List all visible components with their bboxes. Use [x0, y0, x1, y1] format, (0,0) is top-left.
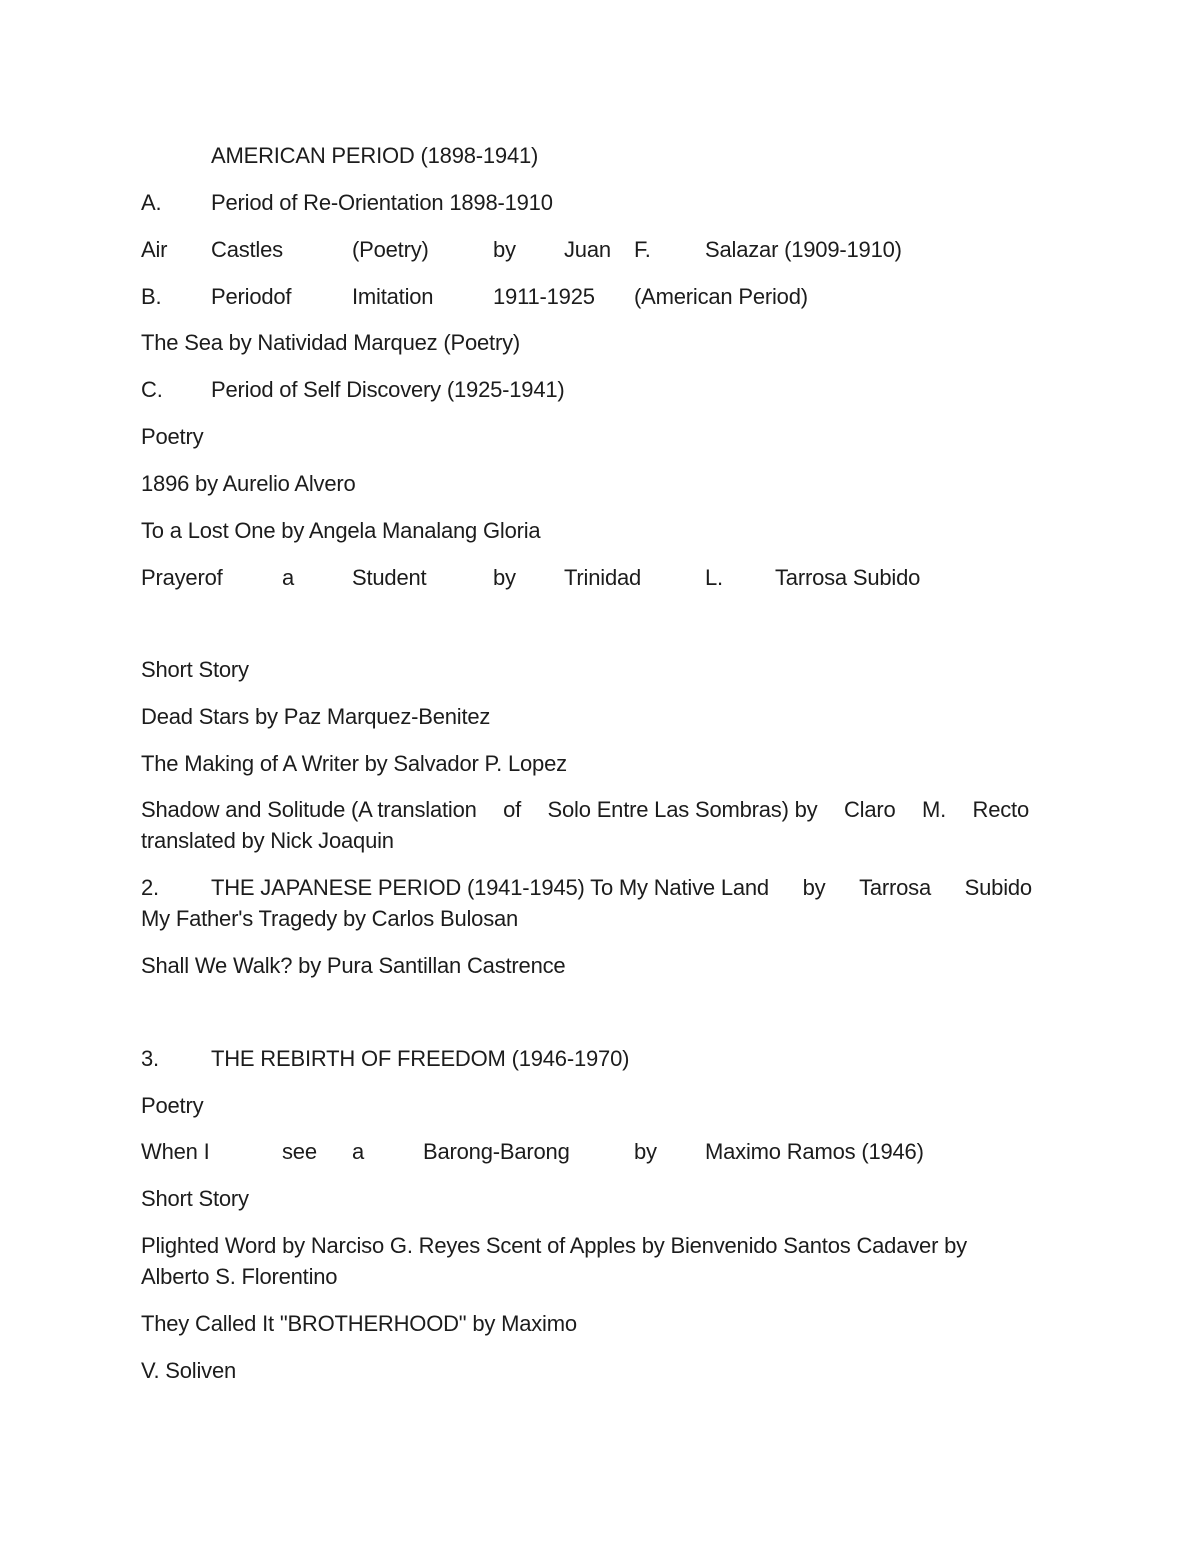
- section-c-marker: C.: [141, 377, 163, 402]
- text-word: by: [493, 237, 516, 262]
- text-word: Tarrosa Subido: [775, 565, 921, 590]
- section-2-marker: 2.: [141, 875, 159, 900]
- text-line: Dead Stars by Paz Marquez-Benitez: [141, 704, 491, 729]
- shadow-paragraph: [141, 794, 1029, 856]
- text-line: Plighted Word by Narciso G. Reyes Scent of Apples by Bienvenido Santos Cadaver by: [141, 1233, 967, 1258]
- text-word: Periodof: [211, 284, 292, 309]
- text-word: Claro: [843, 797, 896, 822]
- text-word: 1911-1925: [493, 284, 595, 309]
- text-line: To a Lost One by Angela Manalang Gloria: [141, 518, 541, 543]
- text-line: translated by Nick Joaquin: [141, 828, 394, 853]
- text-line: 1896 by Aurelio Alvero: [141, 471, 356, 496]
- text-line: Poetry: [141, 1093, 204, 1118]
- text-word: Student: [352, 565, 427, 590]
- text-word: Prayerof: [141, 565, 223, 590]
- text-word: M.: [922, 797, 947, 822]
- text-word: Maximo Ramos (1946): [705, 1139, 924, 1164]
- text-word: by: [802, 875, 826, 900]
- text-line: The Sea by Natividad Marquez (Poetry): [141, 330, 520, 355]
- text-word: of: [503, 797, 522, 822]
- text-line: Short Story: [141, 657, 249, 682]
- text-word: F.: [634, 237, 651, 262]
- section-a-marker: A.: [141, 190, 162, 215]
- text-line: My Father's Tragedy by Carlos Bulosan: [141, 906, 519, 931]
- heading-title: AMERICAN PERIOD (1898-1941): [211, 143, 539, 168]
- text-word: Salazar (1909-1910): [705, 237, 902, 262]
- text-word: When I: [141, 1139, 210, 1164]
- text-word: Subido: [964, 875, 1032, 900]
- section-c-title: Period of Self Discovery (1925-1941): [211, 377, 565, 402]
- text-line: Shall We Walk? by Pura Santillan Castrence: [141, 953, 566, 978]
- text-line: Poetry: [141, 424, 204, 449]
- text-line: They Called It "BROTHERHOOD" by Maximo: [141, 1311, 577, 1336]
- text-word: Air: [141, 237, 168, 262]
- japanese-period-paragraph: [211, 872, 1032, 903]
- paragraph-row: [141, 794, 1029, 825]
- text-word: by: [634, 1139, 657, 1164]
- text-word: Tarrosa: [859, 875, 932, 900]
- text-word: see: [282, 1139, 317, 1164]
- text-word: Juan: [564, 237, 611, 262]
- text-line: Alberto S. Florentino: [141, 1264, 338, 1289]
- text-word: Shadow and Solitude (A translation: [141, 797, 477, 822]
- text-word: (Poetry): [352, 237, 429, 262]
- text-word: Trinidad: [564, 565, 642, 590]
- text-word: L.: [705, 565, 723, 590]
- text-word: Castles: [211, 237, 283, 262]
- text-word: Barong-Barong: [423, 1139, 570, 1164]
- paragraph-row: [141, 825, 1029, 856]
- text-word: Imitation: [352, 284, 434, 309]
- section-3-title: THE REBIRTH OF FREEDOM (1946-1970): [211, 1046, 630, 1071]
- section-3-marker: 3.: [141, 1046, 159, 1071]
- text-line: Short Story: [141, 1186, 249, 1211]
- text-word: Recto: [972, 797, 1029, 822]
- text-line: The Making of A Writer by Salvador P. Lopez: [141, 751, 567, 776]
- paragraph-row: [211, 872, 1032, 903]
- text-word: Solo Entre Las Sombras) by: [547, 797, 818, 822]
- text-word: THE JAPANESE PERIOD (1941-1945) To My Native Land: [211, 875, 769, 900]
- text-word: (American Period): [634, 284, 808, 309]
- text-word: by: [493, 565, 516, 590]
- text-word: a: [282, 565, 295, 590]
- section-a-title: Period of Re-Orientation 1898-1910: [211, 190, 553, 215]
- text-line: V. Soliven: [141, 1358, 237, 1383]
- text-word: a: [352, 1139, 365, 1164]
- section-b-marker: B.: [141, 284, 162, 309]
